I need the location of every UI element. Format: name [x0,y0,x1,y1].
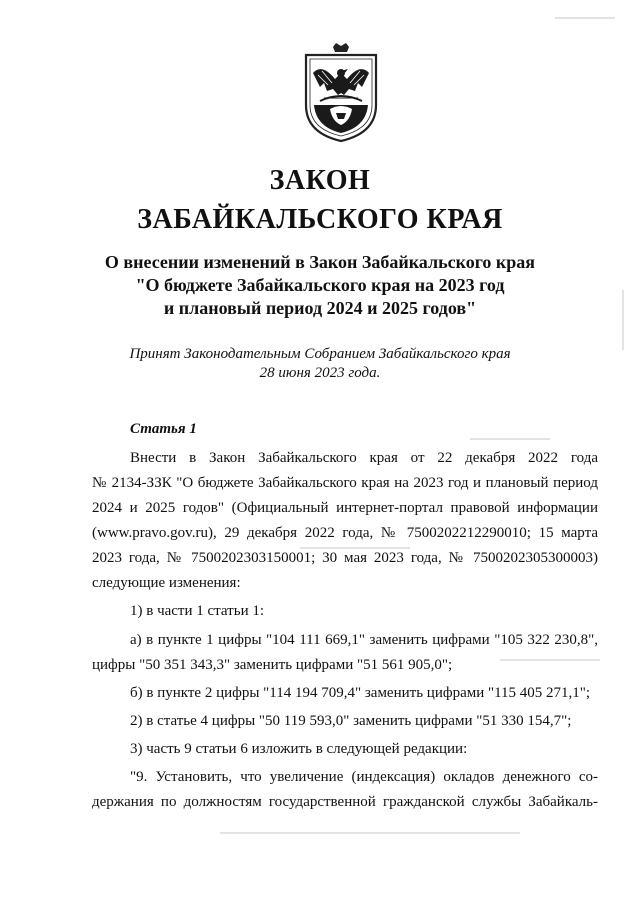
article-text-line: 2024 и 2025 годов" (Официальный интернет-портал правовой информации [92,500,598,516]
law-subject-line-2: "О бюджете Забайкальского края на 2023 год [135,275,505,295]
article-text-line: № 2134-ЗЗК "О бюджете Забайкальского края на 2023 год и плановый период [92,475,598,491]
article-text-line: Внести в Закон Забайкальского края от 22 декабря 2022 года [130,450,598,466]
quoted-text-line: "9. Установить, что увеличение (индексация) окладов денежного со- [130,769,598,785]
list-item: 1) в части 1 статьи 1: [130,603,265,619]
article-heading: Статья 1 [130,421,197,437]
scan-artifact [500,659,600,661]
list-item: б) в пункте 2 цифры "114 194 709,4" заменить цифрами "115 405 271,1"; [130,685,591,701]
scan-artifact [622,290,624,350]
scan-artifact [300,547,410,549]
article-text-line: 2023 года, № 7500202303150001; 30 мая 2023 года, № 7500202305300003) [92,550,598,566]
scan-artifact [470,438,550,440]
list-item-continuation: цифры "50 351 343,3" заменить цифрами "51 561 905,0"; [92,657,453,673]
quoted-text-line: держания по должностям государственной гражданской службы Забайкаль- [92,794,598,810]
list-item: а) в пункте 1 цифры "104 111 669,1" заменить цифрами "105 322 230,8", [130,632,598,648]
law-subject-line-1: О внесении изменений в Закон Забайкальского края [104,252,536,272]
law-region-title: ЗАБАЙКАЛЬСКОГО КРАЯ [137,204,503,235]
law-title: ЗАКОН [269,165,371,196]
adoption-date: 28 июня 2023 года. [259,365,381,381]
scan-artifact [555,17,615,19]
article-text-line: (www.pravo.gov.ru), 29 декабря 2022 года, № 7500202212290010; 15 марта [92,525,598,541]
list-item: 2) в статье 4 цифры "50 119 593,0" заменить цифрами "51 330 154,7"; [130,713,572,729]
list-item: 3) часть 9 статьи 6 изложить в следующей редакции: [130,741,468,757]
article-text-line: следующие изменения: [92,575,241,591]
coat-of-arms-icon [300,43,382,143]
adoption-note-line-1: Принят Законодательным Собранием Забайкальского края [129,346,511,362]
law-subject-line-3: и плановый период 2024 и 2025 годов" [163,298,477,318]
scan-artifact [220,832,520,834]
